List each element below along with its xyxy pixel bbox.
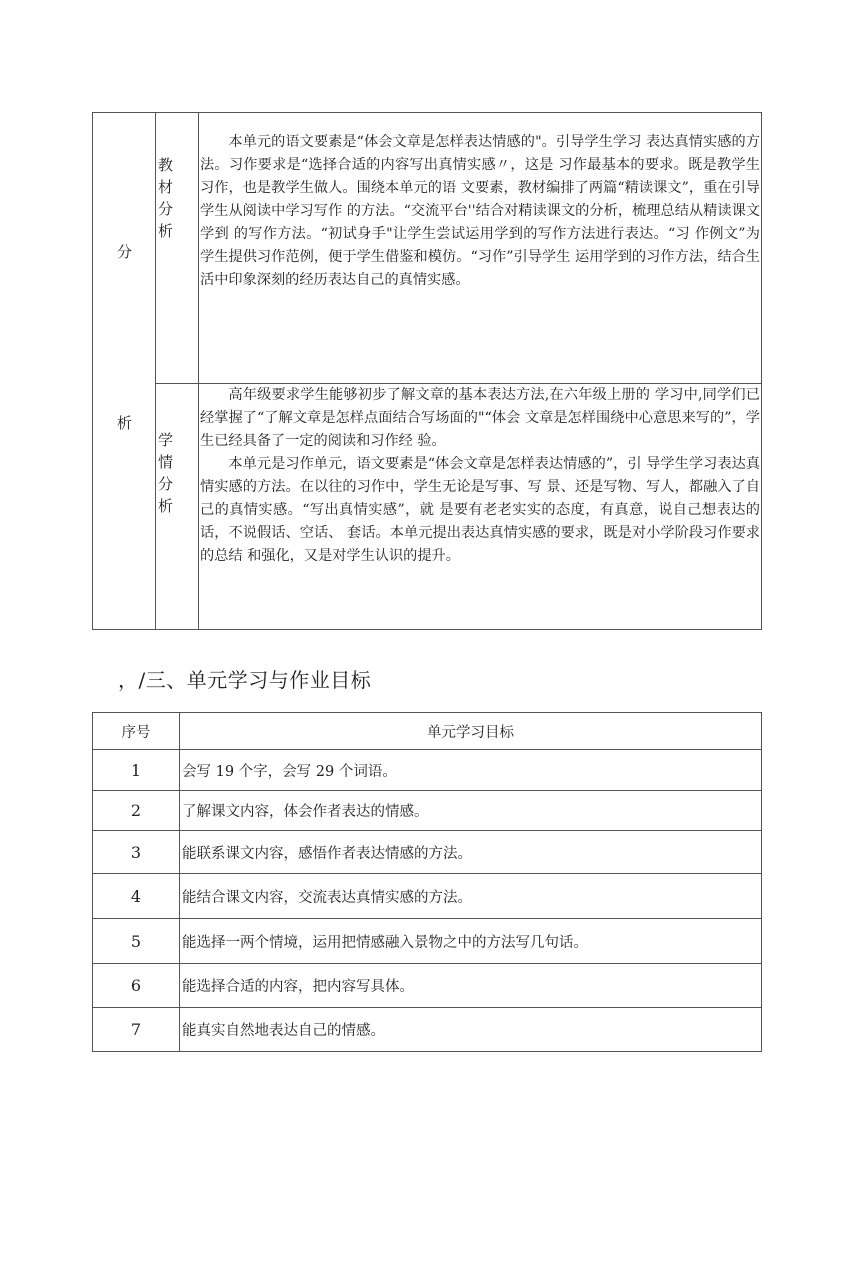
learner-analysis-label-line2: 分 析 bbox=[158, 474, 189, 515]
learner-analysis-label-line1: 学 情 bbox=[158, 430, 189, 471]
table-row bbox=[93, 791, 762, 831]
row-number: 2 bbox=[93, 791, 180, 831]
textbook-analysis-label-line1: 教 材 bbox=[158, 156, 189, 196]
textbook-analysis-row bbox=[93, 113, 762, 384]
row-goal: 能结合课文内容，交流表达真情实感的方法。 bbox=[180, 874, 762, 919]
analysis-outer-label-top: 分 bbox=[117, 243, 133, 261]
analysis-table bbox=[92, 112, 762, 630]
header-goal: 单元学习目标 bbox=[180, 713, 762, 750]
row-number: 3 bbox=[93, 831, 180, 874]
table-row bbox=[93, 1008, 762, 1052]
learner-analysis-paragraph-1: 高年级要求学生能够初步了解文章的基本表达方法,在六年级上册的 学习中,同学们已经掌握了“了解文章是怎样点面结合写场面的"“体会 文章是怎样围绕中心意思来写的”，学生已经具备了一定的阅读和习作经 验。 bbox=[200, 386, 760, 449]
row-goal: 能真实自然地表达自己的情感。 bbox=[180, 1008, 762, 1052]
row-goal: 能选择一两个情境，运用把情感融入景物之中的方法写几句话。 bbox=[180, 919, 762, 964]
textbook-analysis-content bbox=[199, 113, 762, 384]
section-heading: ，/三、单元学习与作业目标 bbox=[118, 668, 372, 692]
textbook-analysis-label-cell bbox=[156, 113, 199, 384]
row-goal: 了解课文内容，体会作者表达的情感。 bbox=[180, 791, 762, 831]
table-row bbox=[93, 831, 762, 874]
row-goal: 会写 19 个字，会写 29 个词语。 bbox=[180, 750, 762, 791]
goals-table-header bbox=[93, 713, 762, 750]
row-number: 7 bbox=[93, 1008, 180, 1052]
table-row bbox=[93, 964, 762, 1008]
header-number: 序号 bbox=[93, 713, 180, 750]
row-number: 1 bbox=[93, 750, 180, 791]
table-row bbox=[93, 919, 762, 964]
learner-analysis-row bbox=[93, 383, 762, 629]
learner-analysis-paragraph-2: 本单元是习作单元，语文要素是“体会文章是怎样表达情感的”，引 导学生学习表达真情实感的方法。在以往的习作中，学生无论是写事、写 景、还是写物、写人，都融入了自己的真情实感。“写出真情实感”，就 是要有老老实实的态度，有真意，说自己想表达的话，不说假话、空话、 套话。本单元提出表达真情实感的要求，既是对小学阶段习作要求的总结 和强化，又是对学生认识的提升。 bbox=[200, 455, 760, 564]
learner-analysis-label-cell bbox=[156, 383, 199, 629]
row-number: 4 bbox=[93, 874, 180, 919]
row-goal: 能选择合适的内容，把内容写具体。 bbox=[180, 964, 762, 1008]
textbook-analysis-label-line2: 分 析 bbox=[158, 200, 189, 240]
learner-analysis-content bbox=[199, 383, 762, 629]
analysis-outer-label-bottom: 析 bbox=[117, 414, 133, 432]
table-row bbox=[93, 750, 762, 791]
analysis-outer-cell bbox=[93, 113, 156, 630]
row-goal: 能联系课文内容，感悟作者表达情感的方法。 bbox=[180, 831, 762, 874]
row-number: 5 bbox=[93, 919, 180, 964]
table-row bbox=[93, 874, 762, 919]
row-number: 6 bbox=[93, 964, 180, 1008]
goals-table bbox=[92, 712, 762, 1052]
textbook-analysis-paragraph: 本单元的语文要素是“体会文章是怎样表达情感的"。引导学生学习 表达真情实感的方法。习作要求是“选择合适的内容写出真情实感〃，这是 习作最基本的要求。既是教学生习作，也是教学生做人。围绕本单元的语 文要素，教材编排了两篇“精读课文”，重在引导学生从阅读中学习写作 的方法。“交流平台''结合对精读课文的分析，梳理总结从精读课文学到 的写作方法。“初试身手"让学生尝试运用学到的写作方法进行表达。“习 作例文”为学生提供习作范例，便于学生借鉴和模仿。“习作”引导学生 运用学到的习作方法，结合生活中印象深刻的经历表达自己的真情实感。 bbox=[200, 134, 760, 288]
